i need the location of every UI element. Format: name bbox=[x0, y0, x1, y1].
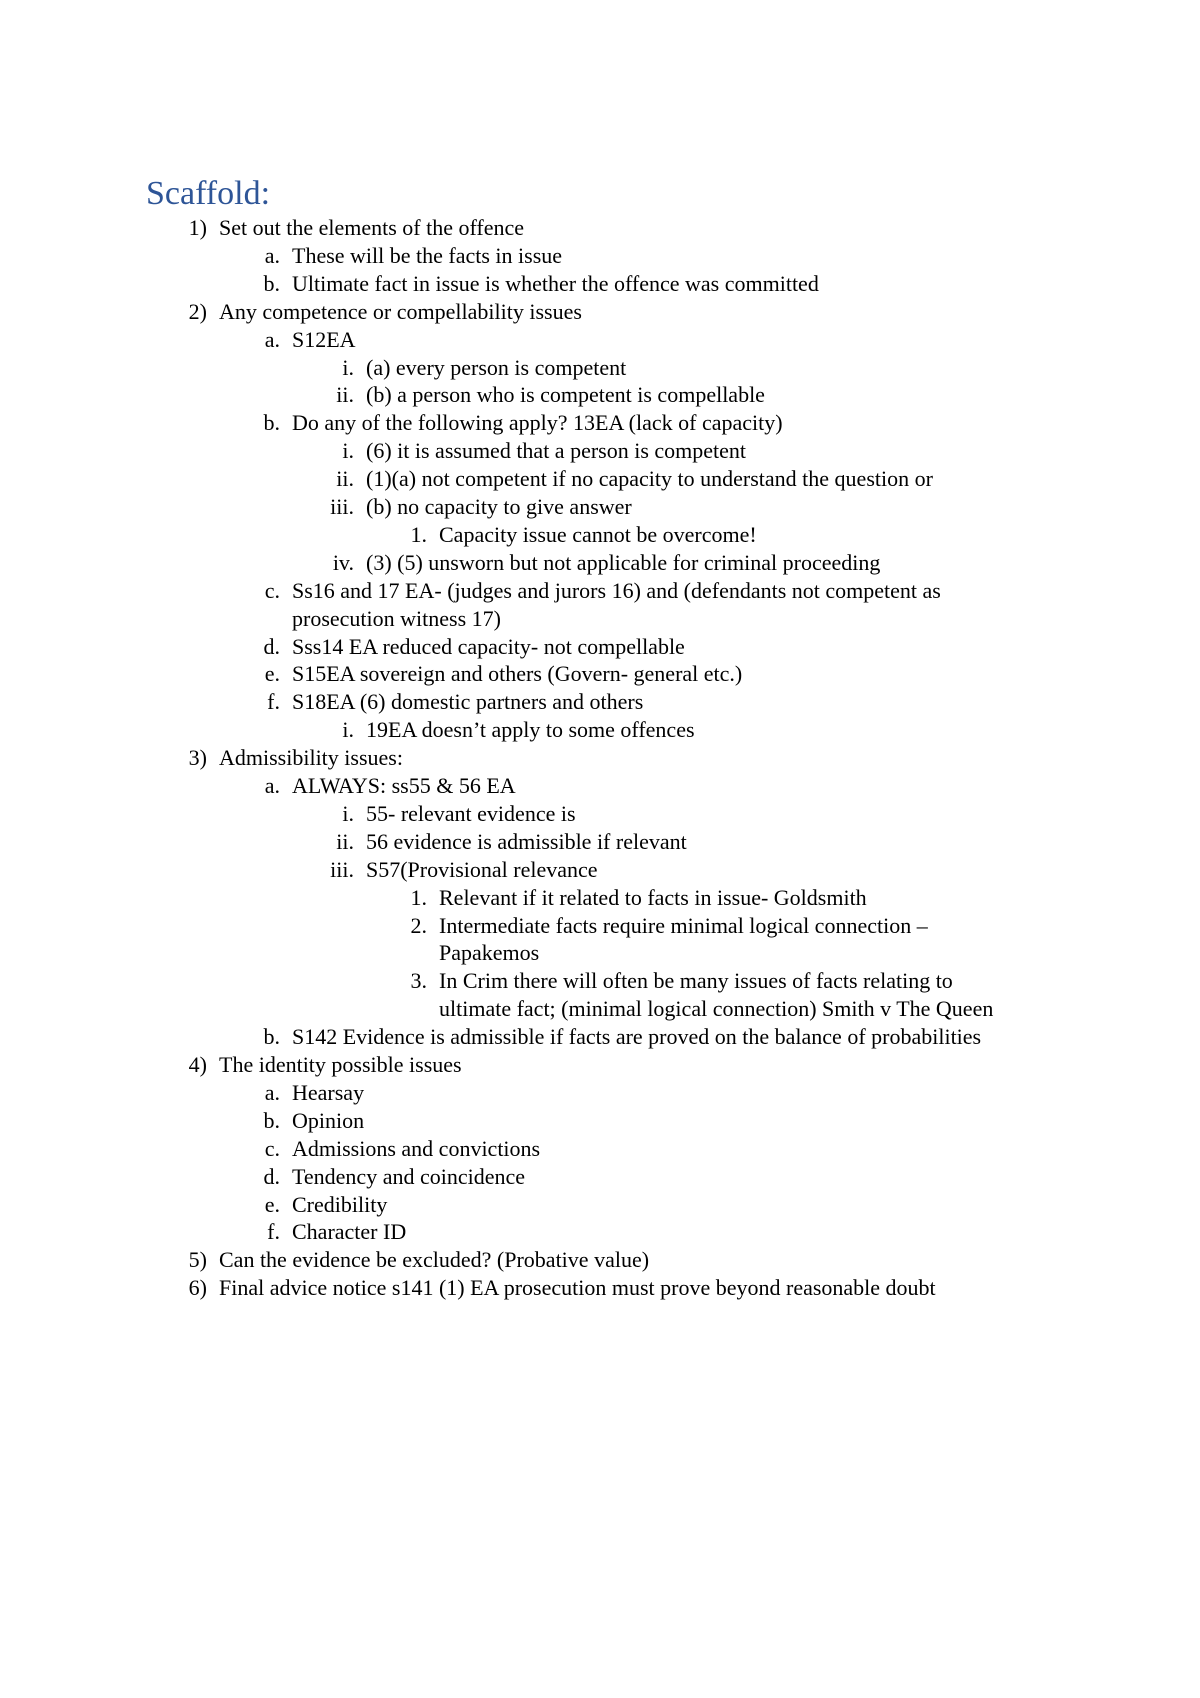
item-marker: c. bbox=[264, 1136, 280, 1161]
outline-item bbox=[330, 856, 598, 884]
item-text: Do any of the following apply? 13EA (lack of capacity) bbox=[292, 410, 783, 435]
item-marker: 4) bbox=[188, 1052, 207, 1077]
outline-item bbox=[336, 828, 687, 856]
outline-item bbox=[263, 633, 685, 661]
outline-item bbox=[342, 716, 695, 744]
outline-item bbox=[292, 605, 501, 633]
outline-item bbox=[263, 1107, 365, 1135]
item-marker: 1. bbox=[410, 522, 427, 547]
item-marker: f. bbox=[267, 689, 280, 714]
item-text: The identity possible issues bbox=[219, 1052, 462, 1077]
item-text: Ss16 and 17 EA- (judges and jurors 16) and (defendants not competent as bbox=[292, 578, 941, 603]
item-marker: a. bbox=[264, 327, 280, 352]
item-marker: a. bbox=[264, 1080, 280, 1105]
item-text: Admissions and convictions bbox=[292, 1136, 541, 1161]
outline-item bbox=[263, 1023, 982, 1051]
item-marker: e. bbox=[264, 1192, 280, 1217]
outline-item bbox=[264, 1191, 388, 1219]
outline-item bbox=[330, 493, 632, 521]
item-text: S142 Evidence is admissible if facts are proved on the balance of probabilities bbox=[292, 1024, 982, 1049]
item-text: (1)(a) not competent if no capacity to understand the question or bbox=[366, 466, 933, 491]
outline-item bbox=[264, 1135, 541, 1163]
item-text: In Crim there will often be many issues of facts relating to bbox=[439, 968, 953, 993]
item-text: Relevant if it related to facts in issue- Goldsmith bbox=[439, 885, 867, 910]
item-text: prosecution witness 17) bbox=[292, 606, 501, 631]
item-text: (3) (5) unsworn but not applicable for criminal proceeding bbox=[366, 550, 881, 575]
outline-item bbox=[263, 270, 819, 298]
outline-item bbox=[342, 354, 627, 382]
outline-item bbox=[188, 1274, 936, 1302]
item-text: (b) a person who is competent is compellable bbox=[366, 382, 765, 407]
item-text: S18EA (6) domestic partners and others bbox=[292, 689, 644, 714]
outline-item bbox=[188, 214, 525, 242]
outline-item bbox=[188, 1051, 462, 1079]
outline-item bbox=[264, 1079, 365, 1107]
item-text: S15EA sovereign and others (Govern- general etc.) bbox=[292, 661, 743, 686]
page-title: Scaffold: bbox=[146, 175, 271, 212]
outline-item bbox=[267, 1218, 407, 1246]
item-text: Set out the elements of the offence bbox=[219, 215, 525, 240]
item-text: (6) it is assumed that a person is competent bbox=[366, 438, 747, 463]
item-text: Intermediate facts require minimal logical connection – bbox=[439, 913, 928, 938]
item-marker: iii. bbox=[330, 857, 354, 882]
item-marker: 1. bbox=[410, 885, 427, 910]
item-text: (a) every person is competent bbox=[366, 355, 627, 380]
item-marker: d. bbox=[263, 1164, 280, 1189]
item-text: Admissibility issues: bbox=[219, 745, 403, 770]
outline-item bbox=[410, 884, 867, 912]
item-marker: b. bbox=[263, 1024, 280, 1049]
outline-item bbox=[336, 381, 765, 409]
outline-item bbox=[410, 967, 953, 995]
item-marker: b. bbox=[263, 1108, 280, 1133]
outline-item bbox=[264, 242, 563, 270]
item-text: S57(Provisional relevance bbox=[366, 857, 598, 882]
item-text: These will be the facts in issue bbox=[292, 243, 563, 268]
item-marker: 1) bbox=[188, 215, 207, 240]
item-text: ALWAYS: ss55 & 56 EA bbox=[292, 773, 516, 798]
item-marker: i. bbox=[342, 355, 354, 380]
item-marker: e. bbox=[264, 661, 280, 686]
item-text: (b) no capacity to give answer bbox=[366, 494, 632, 519]
item-marker: 5) bbox=[188, 1247, 207, 1272]
item-text: Character ID bbox=[292, 1219, 407, 1244]
item-text: Any competence or compellability issues bbox=[219, 299, 582, 324]
item-text: 55- relevant evidence is bbox=[366, 801, 576, 826]
item-marker: ii. bbox=[336, 466, 354, 491]
item-text: 56 evidence is admissible if relevant bbox=[366, 829, 687, 854]
item-text: Hearsay bbox=[292, 1080, 365, 1105]
item-marker: i. bbox=[342, 438, 354, 463]
item-marker: b. bbox=[263, 410, 280, 435]
outline-item bbox=[264, 772, 516, 800]
outline-item bbox=[263, 409, 783, 437]
item-marker: i. bbox=[342, 801, 354, 826]
item-marker: ii. bbox=[336, 382, 354, 407]
outline-item bbox=[342, 800, 576, 828]
outline-item bbox=[332, 549, 881, 577]
outline-item bbox=[336, 465, 933, 493]
item-marker: iii. bbox=[330, 494, 354, 519]
item-marker: iv. bbox=[332, 550, 354, 575]
item-text: Ultimate fact in issue is whether the offence was committed bbox=[292, 271, 819, 296]
item-marker: f. bbox=[267, 1219, 280, 1244]
outline-item bbox=[188, 298, 582, 326]
outline-item bbox=[410, 521, 757, 549]
outline-item bbox=[439, 939, 539, 967]
item-text: 19EA doesn’t apply to some offences bbox=[366, 717, 695, 742]
outline-item bbox=[267, 688, 644, 716]
item-marker: c. bbox=[264, 578, 280, 603]
item-marker: d. bbox=[263, 634, 280, 659]
outline-item bbox=[263, 1163, 526, 1191]
outline-item bbox=[439, 995, 993, 1023]
item-marker: 2. bbox=[410, 913, 427, 938]
item-marker: 2) bbox=[188, 299, 207, 324]
item-text: S12EA bbox=[292, 327, 356, 352]
outline-item bbox=[264, 577, 941, 605]
outline-item bbox=[264, 326, 356, 354]
item-marker: a. bbox=[264, 243, 280, 268]
outline-item bbox=[410, 912, 928, 940]
outline-item bbox=[342, 437, 747, 465]
item-marker: i. bbox=[342, 717, 354, 742]
outline-item bbox=[188, 744, 403, 772]
item-text: Sss14 EA reduced capacity- not compellable bbox=[292, 634, 685, 659]
outline-item bbox=[188, 1246, 650, 1274]
item-text: Credibility bbox=[292, 1192, 388, 1217]
item-text: Can the evidence be excluded? (Probative value) bbox=[219, 1247, 650, 1272]
outline-item bbox=[264, 660, 743, 688]
item-text: Capacity issue cannot be overcome! bbox=[439, 522, 757, 547]
item-marker: ii. bbox=[336, 829, 354, 854]
item-text: Tendency and coincidence bbox=[292, 1164, 526, 1189]
item-marker: 6) bbox=[188, 1275, 207, 1300]
item-text: Opinion bbox=[292, 1108, 365, 1133]
item-text: ultimate fact; (minimal logical connection) Smith v The Queen bbox=[439, 996, 994, 1021]
item-marker: 3) bbox=[188, 745, 207, 770]
item-marker: b. bbox=[263, 271, 280, 296]
item-text: Final advice notice s141 (1) EA prosecution must prove beyond reasonable doubt bbox=[219, 1275, 936, 1300]
item-marker: a. bbox=[264, 773, 280, 798]
item-marker: 3. bbox=[410, 968, 427, 993]
item-text: Papakemos bbox=[439, 940, 540, 965]
